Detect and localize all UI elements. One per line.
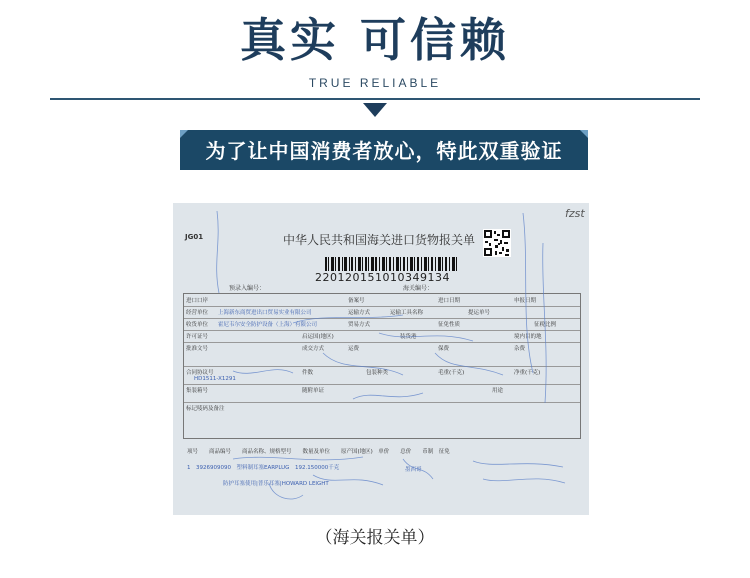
field-label: 提运单号 xyxy=(468,310,491,316)
field-label: 净重(千克) xyxy=(514,370,541,376)
field-label: 许可证号 xyxy=(186,334,209,340)
field-label: 境内目的地 xyxy=(514,334,542,340)
field-label: 经营单位 xyxy=(186,310,209,316)
field-label: 标记唛码及备注 xyxy=(186,406,225,412)
down-triangle-icon xyxy=(363,103,387,117)
goods-origin: 墨西哥 xyxy=(405,467,422,473)
field-label: 征免性质 xyxy=(438,322,461,328)
goods-table-header: 项号 商品编号 商品名称、规格型号 数量及单位 原产国(地区) 单价 总价 币制 征免 xyxy=(187,449,450,455)
field-label: 件数 xyxy=(302,370,314,376)
field-label: 批准文号 xyxy=(186,346,209,352)
form-title: 中华人民共和国海关进口货物报关单 xyxy=(283,233,476,247)
field-label: 备案号 xyxy=(348,298,365,304)
field-label: 运费 xyxy=(348,346,360,352)
field-value: 上海新东商贸进出口贸易实业有限公司 xyxy=(218,310,312,316)
field-label: 启运国(地区) xyxy=(302,334,334,340)
prerecord-label: 预录入编号： xyxy=(229,285,266,292)
field-value: 霍尼韦尔安全防护设备（上海）有限公司 xyxy=(218,322,318,328)
field-label: 装货港 xyxy=(400,334,417,340)
divider-line xyxy=(50,98,700,100)
field-label: 集装箱号 xyxy=(186,388,209,394)
barcode-number: 220120151010349134 xyxy=(315,271,450,284)
image-caption: （海关报关单） xyxy=(315,528,435,548)
field-label: 用途 xyxy=(492,388,504,394)
handwritten-signature: fzst xyxy=(565,207,585,220)
field-label: 运输工具名称 xyxy=(390,310,424,316)
field-label: 收货单位 xyxy=(186,322,209,328)
ribbon-text: 为了让中国消费者放心，特此双重验证 xyxy=(205,139,563,163)
field-label: 贸易方式 xyxy=(348,322,371,328)
field-label: 进口日期 xyxy=(438,298,461,304)
customs-declaration-scan xyxy=(173,203,589,515)
field-label: 杂费 xyxy=(514,346,526,352)
page-title: 真实 可信赖 xyxy=(239,13,510,67)
form-code: JG01 xyxy=(185,233,204,241)
goods-line: 防护耳塞使用|普乐耳塞|HOWARD LEIGHT xyxy=(223,481,329,487)
ribbon-corner-left xyxy=(180,130,188,138)
field-label: 申报日期 xyxy=(514,298,537,304)
ribbon-corner-right xyxy=(580,130,588,138)
field-label: 成交方式 xyxy=(302,346,325,352)
field-label: 征税比例 xyxy=(534,322,557,328)
field-label: 包装种类 xyxy=(366,370,389,376)
customs-no-label: 海关编号： xyxy=(403,285,434,292)
page-subtitle: TRUE RELIABLE xyxy=(308,76,442,90)
handwritten-marks xyxy=(173,203,589,515)
field-label: 保费 xyxy=(438,346,450,352)
field-label: 毛重(千克) xyxy=(438,370,465,376)
goods-line: 1 3926909090 塑料制耳塞EARPLUG 192.150000千克 xyxy=(187,465,340,471)
field-value: HD1511-X1291 xyxy=(194,376,236,382)
field-label: 合同协议号 xyxy=(186,370,214,376)
field-label: 随附单证 xyxy=(302,388,325,394)
field-label: 进口口岸 xyxy=(186,298,209,304)
field-label: 运输方式 xyxy=(348,310,371,316)
